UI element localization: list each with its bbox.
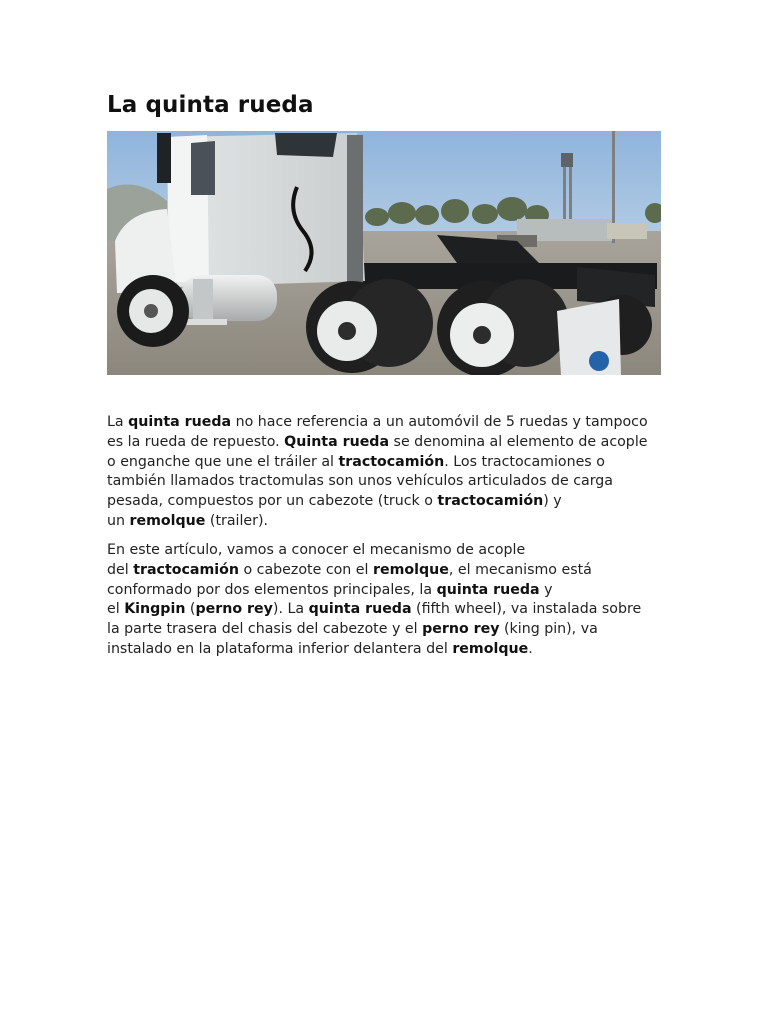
page-title: La quinta rueda	[107, 92, 314, 118]
line: la parte trasera del chasis del cabezote y el perno rey (king pin), va	[107, 621, 598, 638]
line: En este artículo, vamos a conocer el mecanismo de acople	[107, 542, 526, 558]
line: es la rueda de repuesto. Quinta rueda se denomina al elemento de acople	[107, 433, 648, 450]
paragraph-intro	[107, 413, 667, 532]
paragraph-mechanism	[107, 541, 667, 660]
truck-photo	[107, 131, 661, 375]
line: o enganche que une el tráiler al tractocamión. Los tractocamiones o	[107, 453, 605, 470]
line: del tractocamión o cabezote con el remolque, el mecanismo está	[107, 561, 592, 578]
line: La quinta rueda no hace referencia a un automóvil de 5 ruedas y tampoco	[107, 414, 648, 430]
line: pesada, compuestos por un cabezote (truck o tractocamión) y	[107, 493, 562, 510]
line: conformado por dos elementos principales, la quinta rueda y	[107, 581, 553, 598]
line: un remolque (trailer).	[107, 512, 269, 529]
line: también llamados tractomulas son unos vehículos articulados de carga	[107, 473, 613, 490]
line: el Kingpin (perno rey). La quinta rueda (fifth wheel), va instalada sobre	[107, 601, 642, 618]
line: instalado en la plataforma inferior delantera del remolque.	[107, 640, 533, 657]
